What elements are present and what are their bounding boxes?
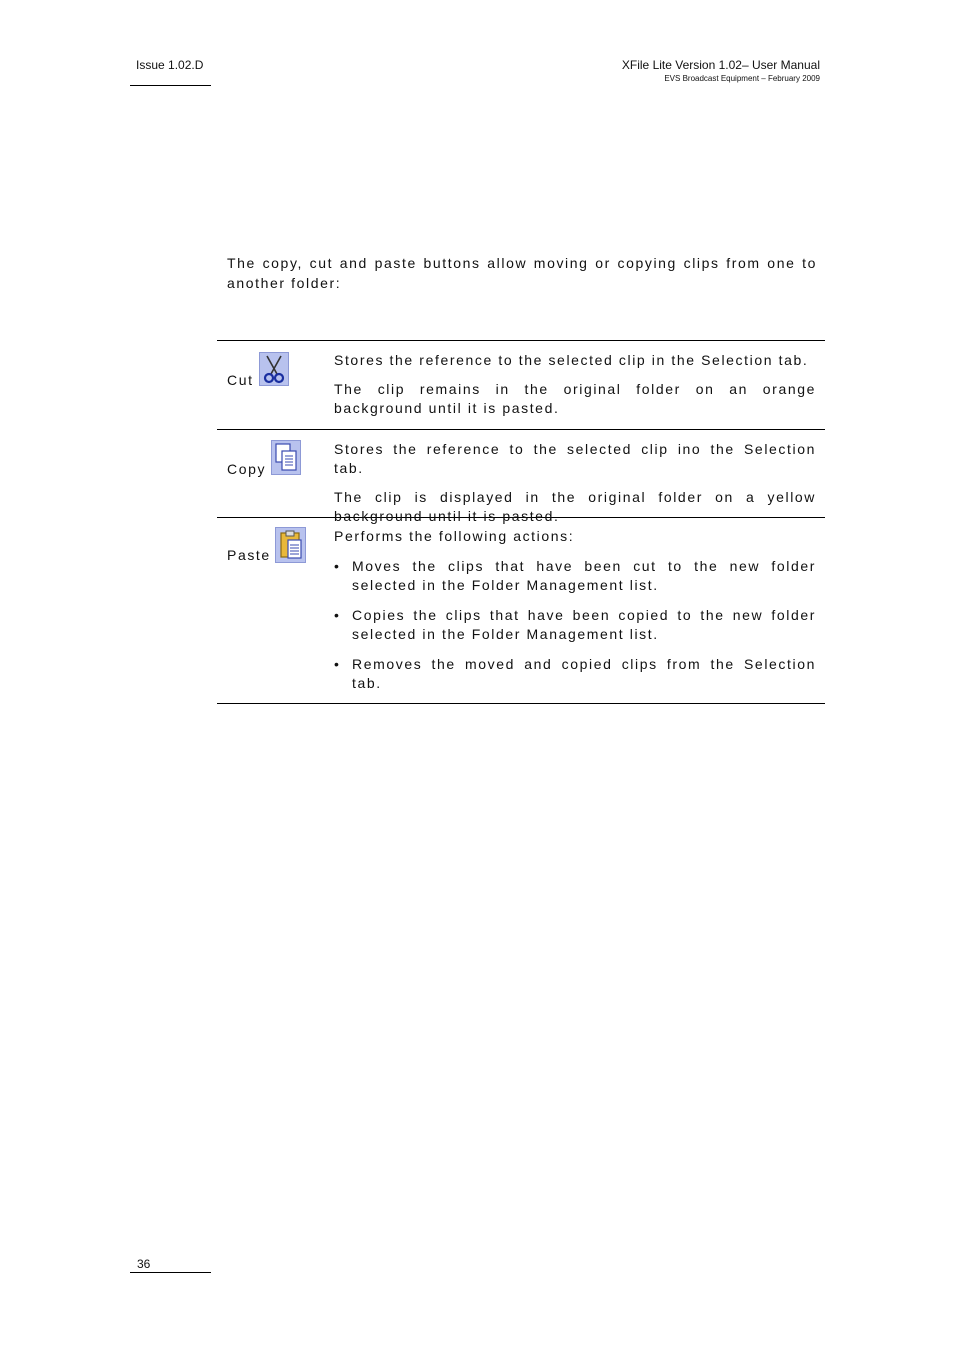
list-item: • Copies the clips that have been copied to the new folder selected in the Folder Management list.: [334, 606, 816, 644]
copy-desc-2: The clip is displayed in the original folder on a yellow background until it is pasted.: [334, 489, 816, 524]
table-row-copy: [217, 429, 825, 524]
paste-icon: [275, 527, 306, 563]
paste-cell: [217, 518, 334, 703]
header-right: [622, 58, 820, 83]
copy-desc-1: Stores the reference to the selected clip ino the Selection tab.: [334, 441, 816, 476]
footer-rule: [130, 1272, 211, 1273]
paste-desc-intro: Performs the following actions:: [334, 528, 575, 544]
list-item: • Moves the clips that have been cut to the new folder selected in the Folder Management list.: [334, 557, 816, 595]
cut-desc-1: Stores the reference to the selected clip in the Selection tab.: [334, 352, 809, 368]
manual-title: XFile Lite Version 1.02– User Manual: [621, 58, 820, 72]
manual-subtitle: EVS Broadcast Equipment – February 2009: [664, 74, 820, 83]
cut-desc-2: The clip remains in the original folder on an orange background until it is pasted.: [334, 381, 816, 416]
cut-cell: [217, 341, 334, 429]
copy-label: Copy: [227, 461, 267, 477]
copy-description: [334, 430, 825, 524]
copy-icon: [271, 440, 301, 475]
paste-actions-list: [334, 557, 816, 693]
table-row-cut: [217, 341, 825, 429]
header-rule: [130, 85, 211, 86]
cut-label: Cut: [227, 372, 254, 388]
table-row-paste: [217, 517, 825, 703]
cut-description: [334, 341, 825, 429]
list-item: • Removes the moved and copied clips from the Selection tab.: [334, 655, 816, 693]
scissors-icon: [259, 352, 289, 386]
paste-description: [334, 518, 825, 703]
copy-cell: [217, 430, 334, 517]
buttons-table: [217, 340, 825, 704]
issue-label: Issue 1.02.D: [136, 58, 204, 72]
intro-paragraph: The copy, cut and paste buttons allow moving or copying clips from one to another folder:: [227, 255, 817, 291]
paste-label: Paste: [227, 547, 271, 563]
page-number: 36: [137, 1257, 151, 1271]
